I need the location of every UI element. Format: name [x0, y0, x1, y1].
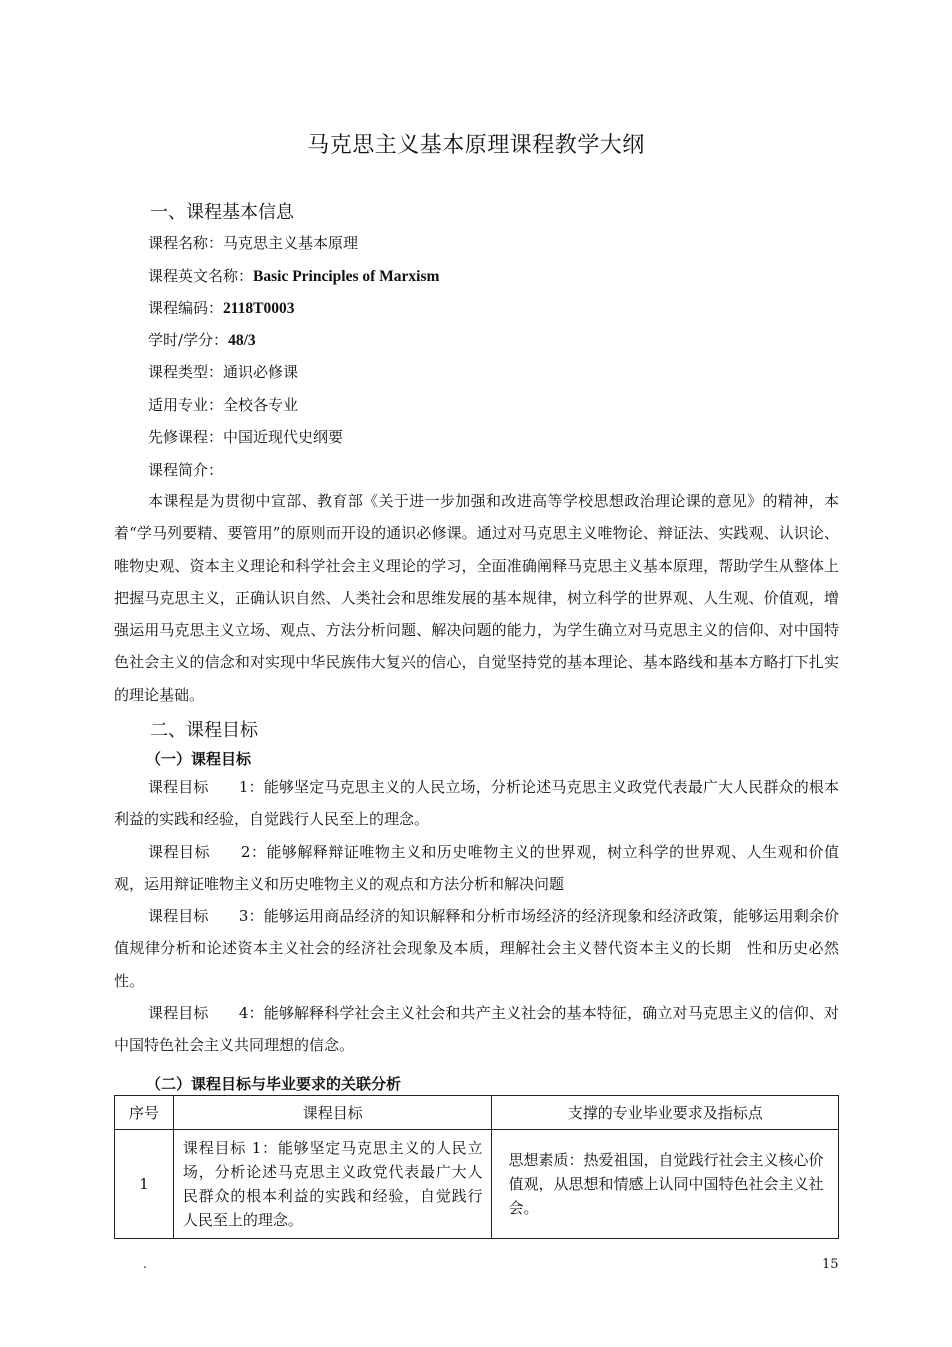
goal-paragraph-1: 课程目标 1：能够坚定马克思主义的人民立场，分析论述马克思主义政党代表最广大人民群众的根本利益的实践和经验，自觉践行人民至上的理念。	[114, 778, 839, 829]
table-row	[115, 1130, 839, 1239]
footer-mark: .	[143, 1257, 147, 1271]
document-title: 马克思主义基本原理课程教学大纲	[307, 133, 645, 158]
table-header-row	[115, 1096, 839, 1130]
info-course-name	[148, 232, 358, 253]
goal-paragraph-4: 课程目标 4：能够解释科学社会主义社会和共产主义社会的基本特征，确立对马克思主义的信仰、对中国特色社会主义共同理想的信念。	[114, 1004, 839, 1055]
info-value: 2118T0003	[223, 300, 295, 317]
info-value: 马克思主义基本原理	[223, 234, 359, 252]
info-english-name	[148, 265, 439, 286]
info-label: 先修课程：	[148, 428, 224, 446]
info-value: 通识必修课	[223, 363, 299, 381]
info-value: 48/3	[228, 332, 256, 349]
table-header-cell: 课程目标	[173, 1096, 492, 1130]
info-course-code	[148, 297, 295, 318]
info-label: 适用专业：	[148, 396, 224, 414]
info-value: 中国近现代史纲要	[223, 428, 344, 446]
table-cell-index: 1	[115, 1130, 174, 1239]
subheading-course-goals: （一）课程目标	[146, 750, 252, 768]
info-course-type	[148, 361, 298, 382]
info-label: 学时/学分：	[148, 331, 229, 349]
info-label: 课程类型：	[148, 363, 224, 381]
info-label: 课程简介：	[148, 461, 224, 479]
info-value: Basic Principles of Marxism	[253, 268, 440, 285]
info-intro-label	[148, 459, 223, 480]
info-applicable-major	[148, 394, 298, 415]
table-header-cell: 支撑的专业毕业要求及指标点	[492, 1096, 839, 1130]
info-label: 课程名称：	[148, 234, 224, 252]
section-heading-basic-info: 一、课程基本信息	[150, 202, 294, 223]
subheading-goal-requirement-analysis: （二）课程目标与毕业要求的关联分析	[146, 1075, 402, 1093]
table-cell-requirement: 思想素质：热爱祖国，自觉践行社会主义核心价值观，从思想和情感上认同中国特色社会主义社会。	[492, 1130, 839, 1239]
page-number: 15	[822, 1257, 839, 1272]
goal-paragraph-3: 课程目标 3：能够运用商品经济的知识解释和分析市场经济的经济现象和经济政策，能够运用剩余价值规律分析和论述资本主义社会的经济社会现象及本质，理解社会主义替代资本主义的长期 性和历史必然性。	[114, 907, 839, 990]
info-hours-credits	[148, 329, 256, 350]
section-heading-goals: 二、课程目标	[150, 720, 258, 741]
goal-paragraph-2: 课程目标 2：能够解释辩证唯物主义和历史唯物主义的世界观，树立科学的世界观、人生观和价值观，运用辩证唯物主义和历史唯物主义的观点和方法分析和解决问题	[114, 843, 839, 894]
info-value: 全校各专业	[223, 396, 299, 414]
goal-requirement-table	[114, 1095, 839, 1239]
course-intro-paragraph: 本课程是为贯彻中宣部、教育部《关于进一步加强和改进高等学校思想政治理论课的意见》的精神，本着“学马列要精、要管用”的原则而开设的通识必修课。通过对马克思主义唯物论、辩证法、实践观、认识论、唯物史观、资本主义理论和科学社会主义理论的学习，全面准确阐释马克思主义基本原理，帮助学生从整体上把握马克思主义，正确认识自然、人类社会和思维发展的基本规律，树立科学的世界观、人生观、价值观，增强运用马克思主义立场、观点、方法分析问题、解决问题的能力，为学生确立对马克思主义的信仰、对中国特色社会主义的信念和对实现中华民族伟大复兴的信心，自觉坚持党的基本理论、基本路线和基本方略打下扎实的理论基础。	[114, 492, 839, 704]
info-prerequisite	[148, 426, 343, 447]
table-header-cell: 序号	[115, 1096, 174, 1130]
table-cell-goal: 课程目标 1：能够坚定马克思主义的人民立场，分析论述马克思主义政党代表最广大人民群众的根本利益的实践和经验，自觉践行人民至上的理念。	[173, 1130, 492, 1239]
info-label: 课程英文名称：	[148, 267, 254, 285]
info-label: 课程编码：	[148, 299, 224, 317]
